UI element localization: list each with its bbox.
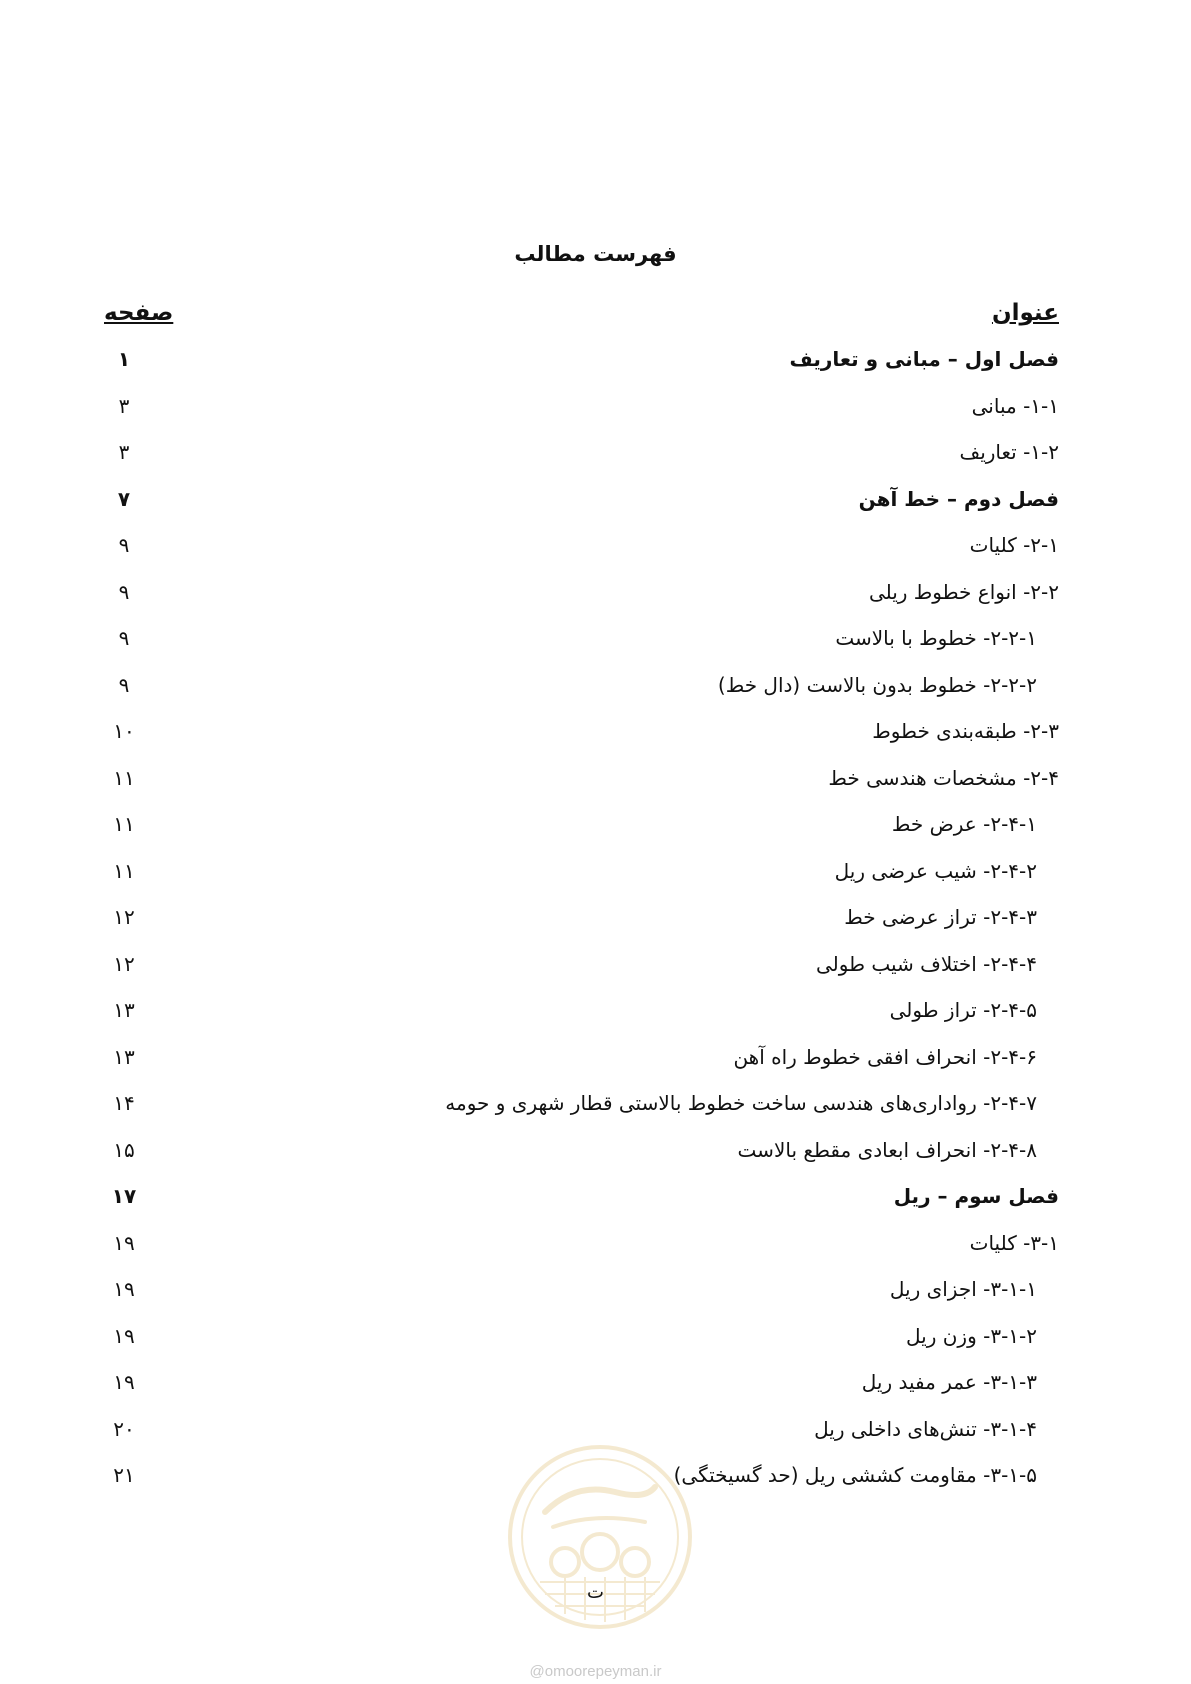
toc-entry-page: ۱۱ [113, 765, 135, 790]
toc-title: فهرست مطالب [514, 242, 677, 266]
toc-entry-page: ۹ [118, 626, 130, 650]
toc-entry-page: ۲۰ [113, 1416, 135, 1441]
toc-entry-title: ۲-۴-۴- اختلاف شیب طولی [815, 951, 1037, 976]
toc-section-row[interactable] [104, 1042, 1059, 1089]
toc-entry-title: ۳-۱-۲- وزن ریل [906, 1323, 1037, 1348]
toc-entry-title: ۲-۴-۵- تراز طولی [889, 998, 1037, 1022]
toc-entry-page: ۲۱ [113, 1463, 135, 1487]
toc-entry-page: ۱۱ [113, 858, 135, 883]
toc-entry-title: ۲-۴-۷- رواداری‌های هندسی ساخت خطوط بالاستی قطار شهری و حومه [445, 1091, 1037, 1115]
toc-section-row[interactable] [104, 809, 1059, 856]
toc-entry-page: ۱۹ [113, 1370, 135, 1394]
page-column-header: صفحه [104, 300, 174, 326]
toc-entry-title: ۲-۴-۲- شیب عرضی ریل [834, 858, 1037, 883]
toc-entry-page: ۱ [117, 347, 131, 371]
toc-entry-page: ۷ [117, 486, 131, 511]
toc-entry-title: ۳-۱-۳- عمر مفید ریل [861, 1370, 1037, 1394]
toc-section-row[interactable] [104, 1367, 1059, 1414]
toc-section-row[interactable] [104, 949, 1059, 996]
toc-section-row[interactable] [104, 437, 1059, 484]
toc-entry-title: ۱-۲- تعاریف [959, 440, 1059, 464]
toc-entry-title: فصل اول – مبانی و تعاریف [789, 347, 1059, 371]
toc-entry-page: ۹ [118, 579, 130, 604]
toc-list [104, 344, 1059, 1507]
toc-chapter-row[interactable] [104, 1181, 1059, 1228]
toc-entry-title: ۳-۱-۵- مقاومت کششی ریل (حد گسیختگی) [673, 1463, 1037, 1487]
toc-entry-page: ۱۹ [113, 1323, 135, 1348]
toc-section-row[interactable] [104, 670, 1059, 717]
toc-section-row[interactable] [104, 530, 1059, 577]
toc-section-row[interactable] [104, 1228, 1059, 1275]
toc-entry-title: ۲-۴-۳- تراز عرضی خط [844, 905, 1037, 929]
toc-entry-title: فصل سوم – ریل [893, 1184, 1059, 1208]
toc-entry-page: ۹ [118, 672, 130, 697]
toc-chapter-row[interactable] [104, 484, 1059, 531]
toc-entry-page: ۱۳ [113, 998, 135, 1022]
toc-entry-title: ۲-۴-۱- عرض خط [891, 812, 1037, 836]
toc-section-row[interactable] [104, 763, 1059, 810]
toc-entry-page: ۱۱ [113, 812, 135, 836]
title-column-header: عنوان [991, 300, 1059, 326]
toc-entry-page: ۳ [118, 440, 130, 464]
toc-section-row[interactable] [104, 1321, 1059, 1368]
toc-entry-title: ۲-۲-۲- خطوط بدون بالاست (دال خط) [717, 672, 1037, 697]
toc-section-row[interactable] [104, 391, 1059, 438]
toc-section-row[interactable] [104, 1135, 1059, 1182]
toc-section-row[interactable] [104, 716, 1059, 763]
toc-entry-page: ۱۹ [113, 1230, 135, 1255]
toc-entry-title: ۲-۳- طبقه‌بندی خطوط [872, 719, 1059, 743]
toc-entry-title: ۲-۲- انواع خطوط ریلی [868, 579, 1059, 604]
toc-section-row[interactable] [104, 577, 1059, 624]
toc-entry-title: ۲-۴- مشخصات هندسی خط [828, 765, 1059, 790]
toc-entry-page: ۱۴ [113, 1091, 135, 1115]
toc-entry-page: ۱۰ [113, 719, 135, 743]
toc-entry-title: ۲-۲-۱- خطوط با بالاست [835, 626, 1037, 650]
toc-section-row[interactable] [104, 995, 1059, 1042]
toc-entry-title: ۲-۱- کلیات [969, 533, 1059, 557]
toc-section-row[interactable] [104, 1274, 1059, 1321]
toc-section-row[interactable] [104, 623, 1059, 670]
toc-entry-title: ۳-۱-۴- تنش‌های داخلی ریل [814, 1416, 1037, 1441]
toc-section-row[interactable] [104, 856, 1059, 903]
toc-entry-page: ۱۲ [113, 951, 135, 976]
toc-entry-title: ۳-۱-۱- اجزای ریل [889, 1277, 1037, 1301]
watermark-url: @omoorepeyman.ir [529, 1663, 662, 1680]
toc-entry-page: ۱۵ [113, 1137, 135, 1162]
toc-entry-title: ۲-۴-۸- انحراف ابعادی مقطع بالاست [737, 1137, 1037, 1162]
toc-entry-title: ۳-۱- کلیات [969, 1230, 1059, 1255]
toc-section-row[interactable] [104, 902, 1059, 949]
toc-header [104, 300, 1059, 334]
toc-section-row[interactable] [104, 1088, 1059, 1135]
watermark-seal-icon [505, 1442, 695, 1632]
toc-entry-page: ۳ [118, 393, 130, 418]
toc-entry-title: ۱-۱- مبانی [971, 393, 1059, 418]
toc-entry-title: فصل دوم – خط آهن [858, 486, 1059, 511]
toc-entry-page: ۱۳ [113, 1044, 135, 1069]
toc-entry-page: ۱۲ [113, 905, 135, 929]
toc-entry-title: ۲-۴-۶- انحراف افقی خطوط راه آهن [733, 1044, 1037, 1069]
toc-entry-page: ۱۹ [113, 1277, 135, 1301]
toc-entry-page: ۹ [118, 533, 130, 557]
toc-chapter-row[interactable] [104, 344, 1059, 391]
toc-entry-page: ۱۷ [111, 1184, 137, 1208]
page-number-footer: ت [587, 1582, 604, 1603]
